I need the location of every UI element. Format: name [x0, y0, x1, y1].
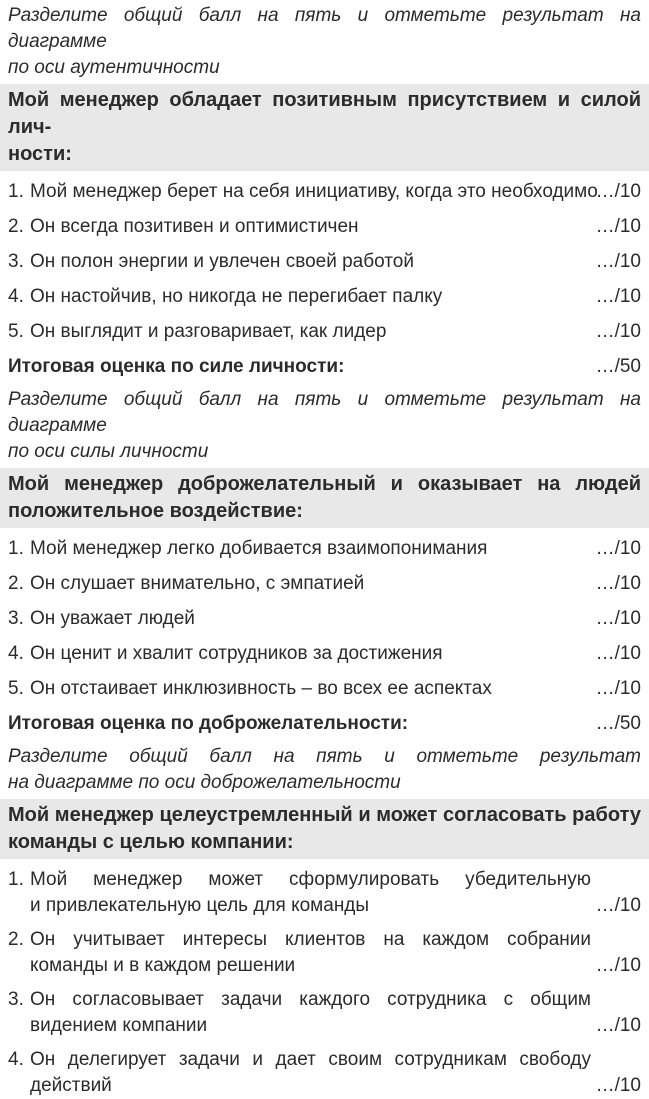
question-number: 4.	[8, 286, 24, 307]
instruction-line: Разделите общий балл на пять и отметьте результат на диаграмме	[8, 389, 641, 436]
instruction-authenticity-axis	[8, 3, 641, 81]
instruction-personality-strength-axis	[8, 387, 641, 465]
section-header-personality-strength	[0, 84, 649, 171]
question-text: Он полон энергии и увлечен своей работой	[30, 251, 414, 272]
question-text: Он настойчив, но никогда не перегибает палку	[30, 286, 443, 307]
section-header-line: Мой менеджер доброжелательный и оказывает на людей	[8, 473, 641, 495]
question-number: 1.	[8, 869, 24, 890]
section-purposefulness-items	[8, 867, 641, 1099]
instruction-line: Разделите общий балл на пять и отметьте результат на диаграмме	[8, 5, 641, 52]
score-slot: …/10	[595, 286, 641, 307]
total-score-slot: …/50	[595, 356, 641, 377]
instruction-line: Разделите общий балл на пять и отметьте результат	[8, 746, 641, 767]
question-number: 5.	[8, 678, 24, 699]
question-row	[8, 179, 641, 205]
score-slot: …/10	[595, 216, 641, 237]
question-text: Он всегда позитивен и оптимистичен	[30, 216, 359, 237]
section-header-line: Мой менеджер целеустремленный и может согласовать работу	[8, 804, 641, 826]
question-number: 3.	[8, 989, 24, 1010]
score-slot: …/10	[595, 643, 641, 664]
score-slot: …/10	[595, 678, 641, 699]
question-text: Он делегирует задачи и дает своим сотрудникам свободу	[30, 1049, 591, 1070]
section-header-purposefulness	[0, 799, 649, 859]
question-text: Он ценит и хвалит сотрудников за достижения	[30, 643, 443, 664]
total-row-benevolence	[8, 711, 641, 737]
score-slot: …/10	[595, 1075, 641, 1096]
question-number: 1.	[8, 181, 24, 202]
question-text: Мой менеджер легко добивается взаимопонимания	[30, 538, 488, 559]
question-text: Он отстаивает инклюзивность – во всех ее аспектах	[30, 678, 492, 699]
score-slot: …/10	[595, 321, 641, 342]
instruction-benevolence-axis	[8, 744, 641, 796]
question-text: Он слушает внимательно, с эмпатией	[30, 573, 365, 594]
section-header-line: ности:	[8, 143, 72, 165]
question-row	[8, 641, 641, 667]
question-number: 2.	[8, 573, 24, 594]
question-row	[8, 676, 641, 702]
total-label: Итоговая оценка по доброжелательности:	[8, 713, 409, 734]
section-header-benevolence	[0, 468, 649, 528]
question-text: Он выглядит и разговаривает, как лидер	[30, 321, 387, 342]
instruction-line: по оси силы личности	[8, 441, 209, 462]
score-slot: …/10	[595, 251, 641, 272]
question-row	[8, 1047, 641, 1099]
question-row	[8, 536, 641, 562]
question-number: 4.	[8, 643, 24, 664]
question-text: Он согласовывает задачи каждого сотрудника с общим	[30, 989, 591, 1010]
question-text: команды и в каждом решении	[30, 955, 296, 976]
question-text: Он уважает людей	[30, 608, 195, 629]
question-row	[8, 606, 641, 632]
score-slot: …/10	[595, 1015, 641, 1036]
question-row	[8, 927, 641, 979]
question-row	[8, 867, 641, 919]
question-number: 3.	[8, 608, 24, 629]
total-label: Итоговая оценка по силе личности:	[8, 356, 345, 377]
question-number: 4.	[8, 1049, 24, 1070]
instruction-line: по оси аутентичности	[8, 57, 220, 78]
score-slot: …/10	[595, 608, 641, 629]
question-row	[8, 571, 641, 597]
score-slot: …/10	[595, 538, 641, 559]
score-slot: …/10	[595, 573, 641, 594]
question-row	[8, 319, 641, 345]
score-slot: …/10	[595, 181, 641, 202]
total-score-slot: …/50	[595, 713, 641, 734]
section-header-line: команды с целью компании:	[8, 831, 294, 853]
question-text: Мой менеджер берет на себя инициативу, когда это необходимо	[30, 181, 598, 202]
question-number: 5.	[8, 321, 24, 342]
question-text: действий	[30, 1075, 112, 1096]
instruction-line: на диаграмме по оси доброжелательности	[8, 772, 401, 793]
question-row	[8, 214, 641, 240]
question-number: 1.	[8, 538, 24, 559]
question-number: 2.	[8, 929, 24, 950]
question-row	[8, 284, 641, 310]
section-header-line: положительное воздействие:	[8, 500, 303, 522]
total-row-personality-strength	[8, 354, 641, 380]
score-slot: …/10	[595, 895, 641, 916]
question-text: Мой менеджер может сформулировать убедительную	[30, 869, 591, 890]
question-text: и привлекательную цель для команды	[30, 895, 370, 916]
question-row	[8, 249, 641, 275]
question-number: 3.	[8, 251, 24, 272]
question-number: 2.	[8, 216, 24, 237]
score-slot: …/10	[595, 955, 641, 976]
section-header-line: Мой менеджер обладает позитивным присутствием и силой лич-	[8, 89, 641, 138]
question-text: видением компании	[30, 1015, 208, 1036]
question-row	[8, 987, 641, 1039]
question-text: Он учитывает интересы клиентов на каждом собрании	[30, 929, 591, 950]
